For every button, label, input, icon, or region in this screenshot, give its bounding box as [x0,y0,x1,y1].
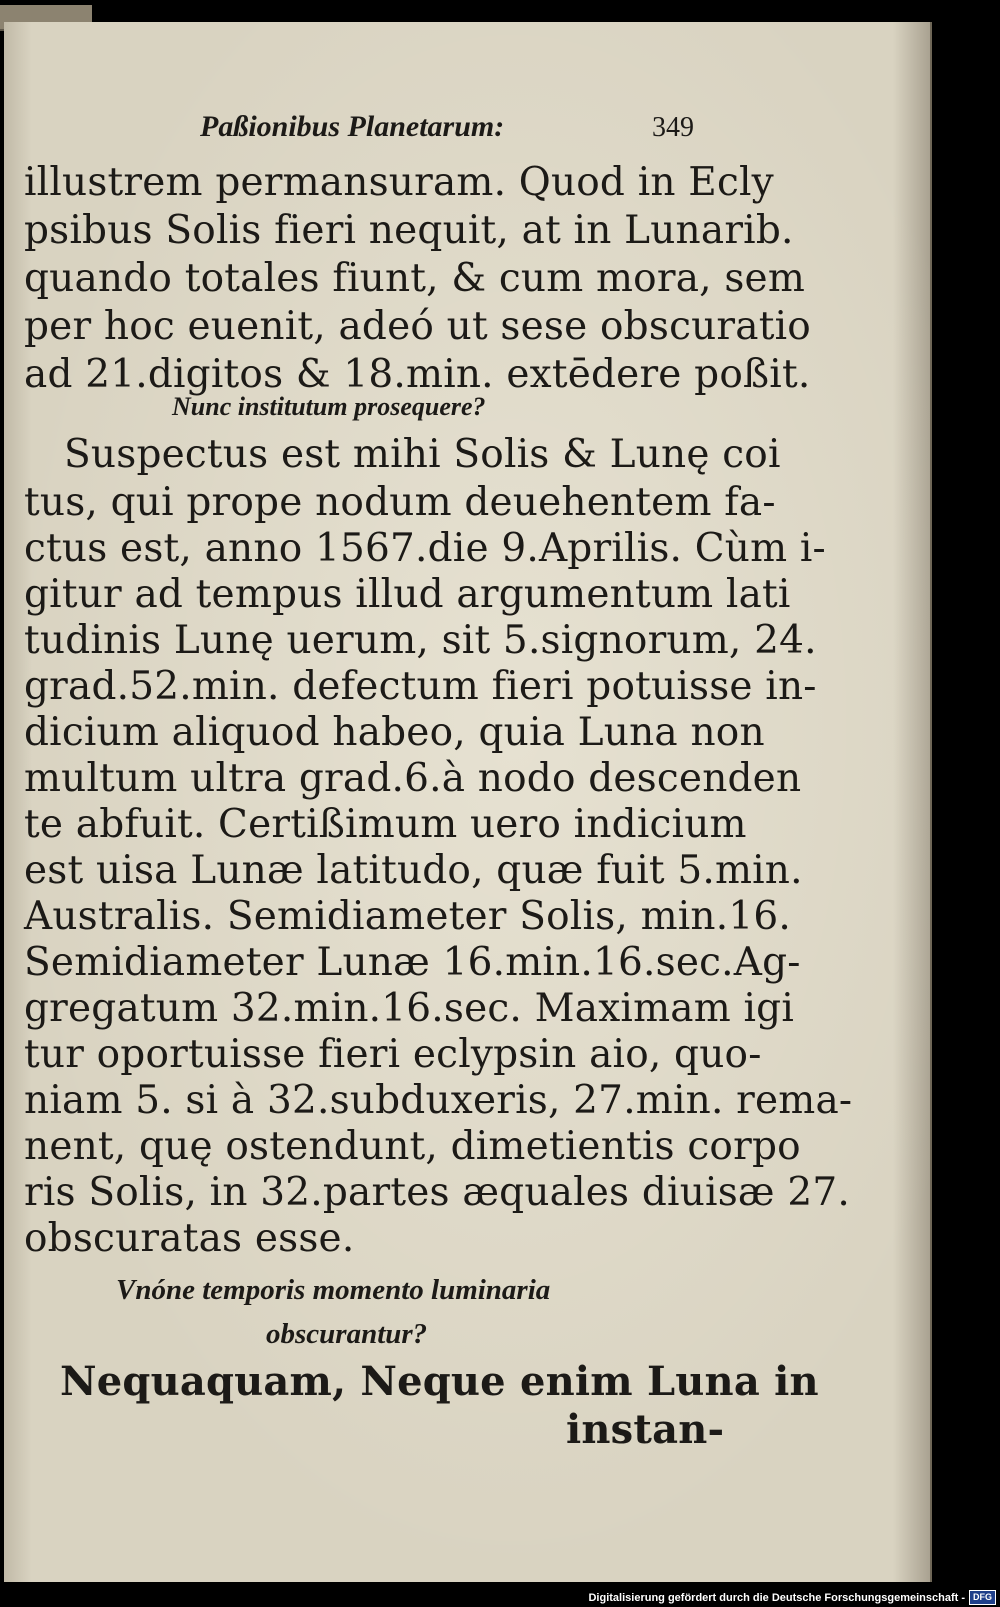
text-line: per hoc euenit, adeó ut sese obscuratio [24,304,811,349]
text-line: ctus est, anno 1567.die 9.Aprilis. Cùm i- [24,526,826,571]
text-line: tus, qui prope nodum deuehentem fa- [24,480,776,525]
text-line: te abfuit. Certißimum uero indicium [24,802,747,847]
text-line: gregatum 32.min.16.sec. Maximam igi [24,986,794,1031]
section-question-line: Vnóne temporis momento luminaria [116,1274,551,1306]
text-line: psibus Solis fieri nequit, at in Lunarib. [24,208,794,253]
digitization-footer [588,1588,996,1607]
text-line: gitur ad tempus illud argumentum lati [24,572,791,617]
section-question: Nunc institutum prosequere? [172,392,486,421]
text-line: grad.52.min. defectum fieri potuisse in- [24,664,817,709]
section-question-line: obscurantur? [266,1318,428,1350]
text-line: est uisa Lunæ latitudo, quæ fuit 5.min. [24,848,803,893]
text-line: multum ultra grad.6.à nodo descenden [24,756,802,801]
text-line: Semidiameter Lunæ 16.min.16.sec.Ag- [24,940,801,985]
text-line: dicium aliquod habeo, quia Luna non [24,710,765,755]
text-line: Australis. Semidiameter Solis, min.16. [24,894,791,939]
text-line: illustrem permansuram. Quod in Ecly [24,160,774,205]
text-line: Nequaquam, Neque enim Luna in [60,1358,819,1405]
text-line: Suspectus est mihi Solis & Lunę coi [64,432,781,477]
text-line: ris Solis, in 32.partes æquales diuisæ 27. [24,1170,850,1215]
page-number: 349 [652,112,694,143]
funding-credit: Digitalisierung gefördert durch die Deutsche Forschungsgemeinschaft - [588,1591,965,1604]
text-line: obscuratas esse. [24,1216,355,1261]
text-line: ad 21.digitos & 18.min. extēdere poßit. [24,352,811,397]
text-line: quando totales fiunt, & cum mora, sem [24,256,806,301]
book-page [4,22,932,1582]
running-head: Paßionibus Planetarum: [200,110,505,143]
text-line: niam 5. si à 32.subduxeris, 27.min. rema- [24,1078,853,1123]
text-line: nent, quę ostendunt, dimetientis corpo [24,1124,801,1169]
text-line: tudinis Lunę uerum, sit 5.signorum, 24. [24,618,817,663]
catchword: instan- [566,1406,725,1453]
text-line: tur oportuisse fieri eclypsin aio, quo- [24,1032,762,1077]
dfg-logo-icon: DFG [969,1590,996,1605]
